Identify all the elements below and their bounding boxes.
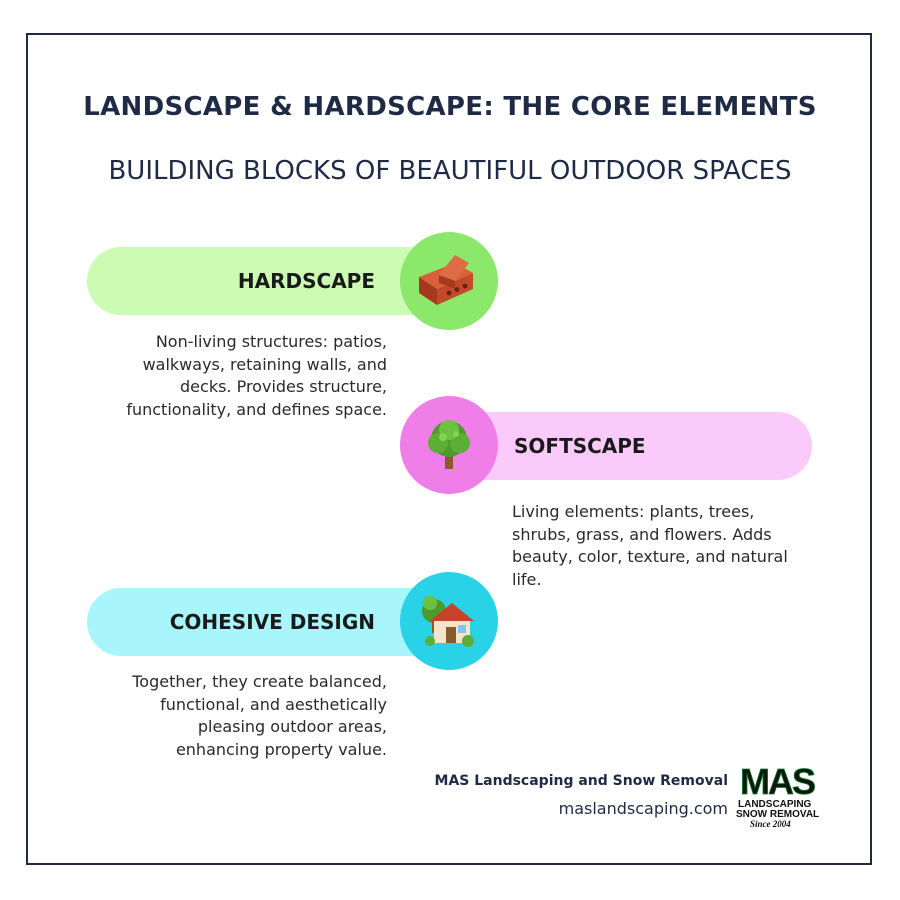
house-with-garden-icon bbox=[420, 593, 478, 649]
cohesive-design-label: COHESIVE DESIGN bbox=[169, 610, 375, 634]
hardscape-circle bbox=[400, 232, 498, 330]
tree-icon bbox=[421, 417, 477, 473]
logo-line1: LANDSCAPING bbox=[738, 799, 812, 810]
description-line: pleasing outdoor areas, bbox=[197, 717, 387, 736]
description-line: life. bbox=[512, 569, 542, 589]
description-line: functionality, and defines space. bbox=[126, 399, 387, 419]
description-line: beauty, color, texture, and natural bbox=[512, 547, 788, 566]
softscape-circle bbox=[400, 396, 498, 494]
cohesive-design-circle bbox=[400, 572, 498, 670]
description-line: Living elements: plants, trees, bbox=[512, 502, 755, 521]
softscape-label: SOFTSCAPE bbox=[514, 434, 646, 458]
website-link[interactable]: maslandscaping.com bbox=[558, 799, 728, 818]
hardscape-label: HARDSCAPE bbox=[237, 269, 375, 293]
description-line: enhancing property value. bbox=[175, 739, 387, 759]
cohesive-design-description bbox=[112, 671, 387, 761]
page-subtitle: BUILDING BLOCKS OF BEAUTIFUL OUTDOOR SPACES bbox=[108, 156, 792, 186]
description-line: Non-living structures: patios, bbox=[155, 332, 387, 351]
company-logo bbox=[736, 761, 820, 830]
hardscape-description bbox=[112, 331, 387, 421]
description-line: functional, and aesthetically bbox=[160, 694, 387, 714]
description-line: walkways, retaining walls, and bbox=[142, 354, 387, 374]
logo-since: Since 2004 bbox=[750, 819, 791, 829]
logo-main: MAS bbox=[740, 761, 814, 802]
company-name: MAS Landscaping and Snow Removal bbox=[434, 773, 728, 789]
description-line: decks. Provides structure, bbox=[180, 377, 387, 396]
description-line: Together, they create balanced, bbox=[132, 672, 387, 691]
description-line: shrubs, grass, and flowers. Adds bbox=[512, 524, 772, 544]
page-title: LANDSCAPE & HARDSCAPE: THE CORE ELEMENTS bbox=[83, 92, 817, 122]
logo-line2: SNOW REMOVAL bbox=[736, 809, 820, 820]
brick-icon bbox=[411, 253, 487, 309]
softscape-description bbox=[512, 501, 802, 591]
